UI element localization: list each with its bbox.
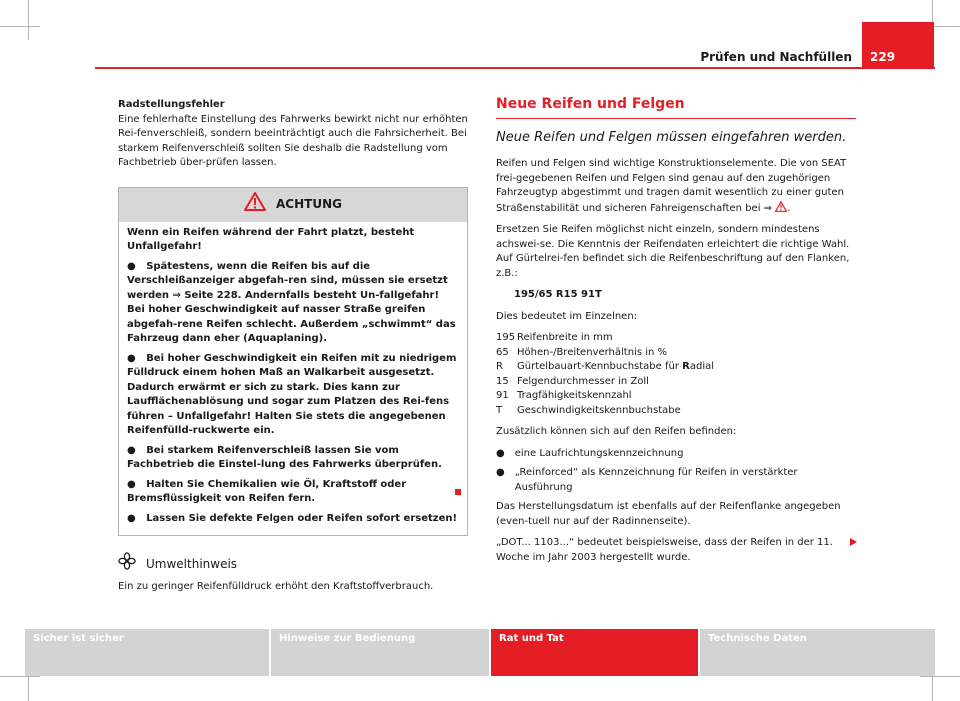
warning-title: ACHTUNG — [276, 197, 342, 212]
right-column — [496, 97, 856, 572]
definition-row — [496, 404, 856, 419]
flower-icon — [118, 552, 136, 576]
definition-code: R — [496, 361, 503, 372]
warning-item — [127, 478, 459, 507]
definition-row — [496, 375, 856, 390]
bullet-icon: ● — [127, 444, 136, 456]
paragraph: „DOT... 1103...“ bedeutet beispielsweise, dass der Reifen in der 11. Woche im Jahr 2003 hergestellt wurde. — [496, 537, 833, 563]
warning-body — [119, 222, 467, 536]
definition-row — [496, 346, 856, 361]
definition-text: Geschwindigkeitskennbuchstabe — [517, 404, 681, 416]
environment-note-title: Umwelthinweis — [146, 556, 238, 571]
tab-technische-daten[interactable]: Technische Daten — [700, 629, 935, 676]
chapter-tabs — [25, 629, 935, 676]
definition-list — [496, 331, 856, 418]
paragraph — [496, 157, 856, 216]
warning-item-text: Bei starkem Reifenverschleiß lassen Sie vom Fachbetrieb die Einstel-lung des Fahrwerks überprüfen. — [127, 444, 442, 470]
warning-item — [127, 444, 459, 473]
bullet-icon: ● — [496, 467, 505, 478]
header-rule — [95, 67, 935, 69]
definition-code: T — [496, 404, 503, 416]
crop-mark — [0, 26, 40, 27]
warning-triangle-icon — [244, 192, 266, 217]
paragraph-text: Reifen und Felgen sind wichtige Konstruktionselemente. Die von SEAT frei-gegebenen Reifen und Felgen sind genau auf den zugehörigen Fahrzeugtyp abgestimmt und tragen damit wesentlich zu einer guten Straßenstabilität und sicheren Fahreigenschaften bei ⇒ — [496, 158, 847, 214]
definition-text: Felgendurchmesser in Zoll — [517, 375, 649, 387]
list-item-text: eine Laufrichtungskennzeichnung — [514, 447, 684, 459]
warning-item — [127, 512, 459, 527]
left-column — [118, 98, 468, 594]
definition-code: 195 — [496, 332, 516, 343]
paragraph: Dies bedeutet im Einzelnen: — [496, 310, 638, 322]
tab-sicher-ist-sicher[interactable]: Sicher ist sicher — [25, 629, 269, 676]
warning-intro: Wenn ein Reifen während der Fahrt platzt, besteht Unfallgefahr! — [127, 226, 415, 252]
definition-row — [496, 360, 856, 375]
section-subtitle: Neue Reifen und Felgen müssen eingefahren werden. — [496, 129, 847, 145]
paragraph-end: . — [787, 202, 791, 214]
definition-code: 65 — [496, 346, 509, 358]
list-item — [496, 447, 856, 462]
page-header-title: Prüfen und Nachfüllen — [700, 50, 852, 64]
bullet-icon: ● — [127, 260, 136, 272]
crop-mark — [28, 0, 29, 40]
bullet-icon: ● — [496, 447, 505, 459]
bullet-icon: ● — [127, 352, 136, 364]
definition-row — [496, 389, 856, 404]
definition-code: 91 — [496, 390, 509, 401]
tab-rat-und-tat[interactable]: Rat und Tat — [491, 629, 698, 676]
definition-text-rest: adial — [689, 361, 715, 372]
page-number: 229 — [870, 50, 896, 64]
warning-item-text: Spätestens, wenn die Reifen bis auf die Verschleißanzeiger abgefah-ren sind, müssen sie ersetzt werden ⇒ Seite 228. Andernfalls besteht Un-fallgefahr! Bei hoher Geschwindigkeit auf nasser Straße greifen abgefah-rene Reifen schlecht. Außerdem „schwimmt“ das Fahrzeug dann eher (Aquaplaning). — [127, 260, 456, 344]
definition-code: 15 — [496, 375, 509, 387]
warning-item-text: Halten Sie Chemikalien wie Öl, Kraftstoff oder Bremsflüssigkeit von Reifen fern. — [127, 478, 407, 504]
crop-mark — [0, 676, 40, 677]
definition-row — [496, 331, 856, 346]
environment-note-header — [118, 552, 468, 576]
bullet-icon: ● — [127, 478, 136, 490]
paragraph: Ersetzen Sie Reifen möglichst nicht einzeln, sondern mindestens achswei-se. Die Kenntnis der Reifendaten erleichtert die richtige Wahl. Auf Gürtelrei-fen befindet sich die Reifenbeschriftung auf den Flanken, z.B.: — [496, 224, 850, 279]
warning-item-text: Bei hoher Geschwindigkeit ein Reifen mit zu niedrigem Fülldruck einem hohen Maß an Walkarbeit ausgesetzt. Dadurch erwärmt er sich zu stark. Dies kann zur Laufflächenablösung und sogar zum Platzen des Rei-fens führen – Unfallgefahr! Halten Sie stets die angegebenen Reifenfülld-ruckwerte ein. — [127, 352, 457, 436]
warning-item — [127, 260, 459, 347]
continue-arrow-icon — [850, 538, 857, 546]
definition-text: Tragfähigkeitskennzahl — [517, 390, 632, 401]
list-item-text: „Reinforced“ als Kennzeichnung für Reifen in verstärkter Ausführung — [514, 467, 798, 493]
warning-box — [118, 187, 468, 537]
paragraph: Zusätzlich können sich auf den Reifen befinden: — [496, 426, 737, 437]
bullet-icon: ● — [127, 512, 136, 524]
section-end-marker — [455, 489, 461, 495]
environment-note-text: Ein zu geringer Reifenfülldruck erhöht den Kraftstoffverbrauch. — [118, 580, 434, 592]
paragraph: Eine fehlerhafte Einstellung des Fahrwerks bewirkt nicht nur erhöhten Rei-fenverschleiß, sondern beeinträchtigt auch die Fahrsicherheit. Bei starkem Reifenverschleiß sollten Sie deshalb die Radstellung vom Fachbetrieb über-prüfen lassen. — [118, 113, 468, 168]
list-item — [496, 466, 856, 495]
definition-bold-letter: R — [682, 361, 690, 372]
crop-mark — [920, 676, 960, 677]
warning-reference-icon[interactable] — [775, 203, 787, 214]
warning-header — [119, 188, 467, 222]
tab-hinweise-zur-bedienung[interactable]: Hinweise zur Bedienung — [271, 629, 489, 676]
section-title: Neue Reifen und Felgen — [496, 97, 856, 119]
warning-item — [127, 352, 459, 439]
definition-text: Reifenbreite in mm — [517, 332, 613, 343]
tyre-spec-example: 195/65 R15 91T — [514, 289, 602, 300]
paragraph: Das Herstellungsdatum ist ebenfalls auf der Reifenflanke angegeben (even-tuell nur auf der Radinnenseite). — [496, 501, 841, 527]
definition-text: Höhen-/Breitenverhältnis in % — [517, 346, 668, 358]
warning-item-text: Lassen Sie defekte Felgen oder Reifen sofort ersetzen! — [146, 512, 458, 524]
definition-text: Gürtelbauart-Kennbuchstabe für — [517, 361, 683, 372]
subheading: Radstellungsfehler — [118, 99, 225, 110]
